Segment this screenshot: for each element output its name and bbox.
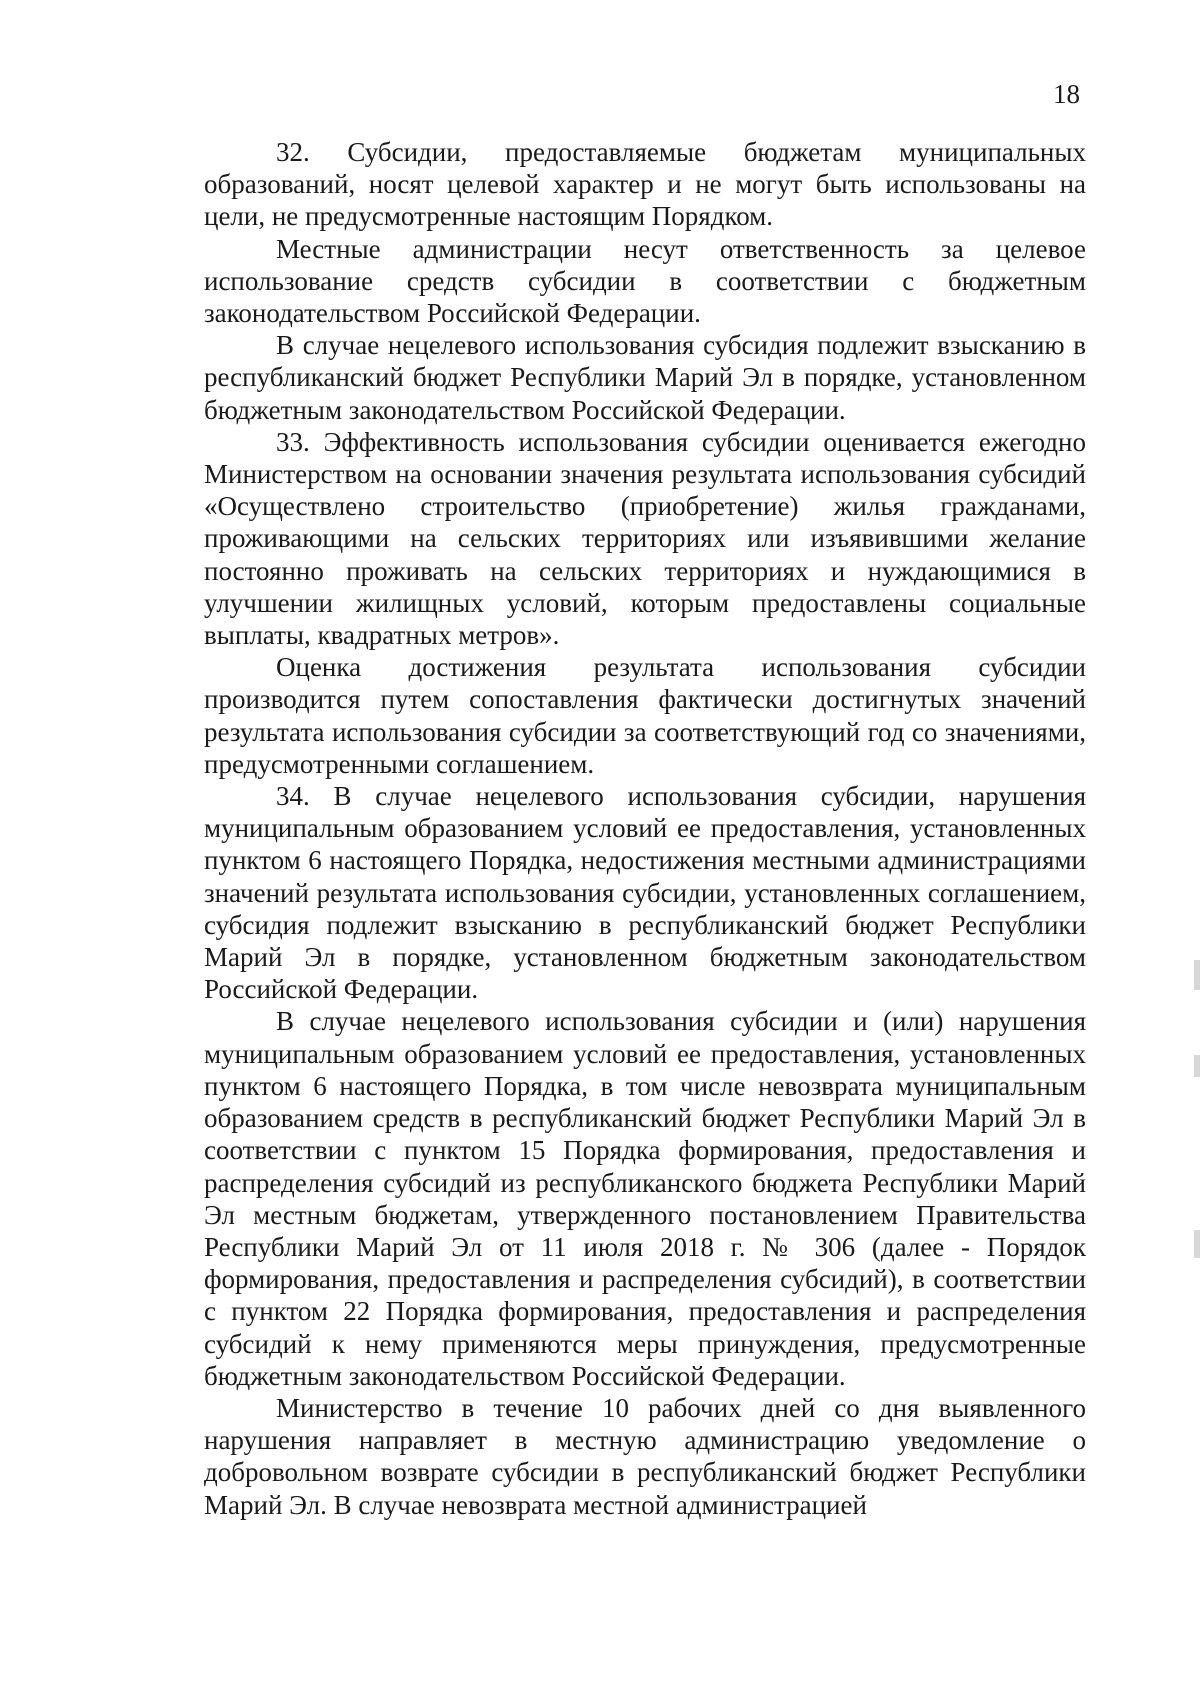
scan-edge-mark xyxy=(1194,960,1200,990)
paragraph-local-administrations: Местные администрации несут ответственность за целевое использование средств субсидии в соответствии с бюджетным законодательством Российской Федерации. xyxy=(204,233,1086,329)
paragraph-34: 34. В случае нецелевого использования субсидии, нарушения муниципальным образованием условий ее предоставления, установленных пунктом 6 настоящего Порядка, недостижения местными администрациями значений результата использования субсидии, установленных соглашением, субсидия подлежит взысканию в республиканский бюджет Республики Марий Эл в порядке, установленном бюджетным законодательством Российской Федерации. xyxy=(204,781,1086,1005)
paragraph-33: 33. Эффективность использования субсидии оценивается ежегодно Министерством на основании значения результата использования субсидий «Осуществлено строительство (приобретение) жилья гражданами, проживающими на сельских территориях или изъявившими желание постоянно проживать на сельских территориях и нуждающимися в улучшении жилищных условий, которым предоставлены социальные выплаты, квадратных метров». xyxy=(204,426,1086,651)
scan-edge-mark xyxy=(1194,1230,1200,1258)
paragraph-result-assessment: Оценка достижения результата использования субсидии производится путем сопоставления фактически достигнутых значений результата использования субсидии за соответствующий год со значениями, предусмотренными соглашением. xyxy=(204,652,1086,779)
paragraph-32: 32. Субсидии, предоставляемые бюджетам муниципальных образований, носят целевой характер и не могут быть использованы на цели, не предусмотренные настоящим Порядком. xyxy=(204,137,1086,232)
paragraph-ministry-notification: Министерство в течение 10 рабочих дней со дня выявленного нарушения направляет в местную администрацию уведомление о добровольном возврате субсидии в республиканский бюджет Республики Марий Эл. В случае невозврата местной администрацией xyxy=(204,1392,1086,1520)
paragraph-misuse-recovery: В случае нецелевого использования субсидия подлежит взысканию в республиканский бюджет Республики Марий Эл в порядке, установленном бюджетным законодательством Российской Федерации. xyxy=(204,330,1086,425)
page-number: 18 xyxy=(1053,79,1080,109)
document-body xyxy=(204,136,1086,1521)
scan-edge-mark xyxy=(1194,1055,1200,1077)
paragraph-enforcement-measures: В случае нецелевого использования субсидии и (или) нарушения муниципальным образованием условий ее предоставления, установленных пунктом 6 настоящего Порядка, в том числе невозврата муниципальным образованием средств в республиканский бюджет Республики Марий Эл в соответствии с пунктом 15 Порядка формирования, предоставления и распределения субсидий из республиканского бюджета Республики Марий Эл местным бюджетам, утвержденного постановлением Правительства Республики Марий Эл от 11 июля 2018 г. № 306 (далее - Порядок формирования, предоставления и распределения субсидий), в соответствии с пунктом 22 Порядка формирования, предоставления и распределения субсидий к нему применяются меры принуждения, предусмотренные бюджетным законодательством Российской Федерации. xyxy=(204,1006,1086,1391)
